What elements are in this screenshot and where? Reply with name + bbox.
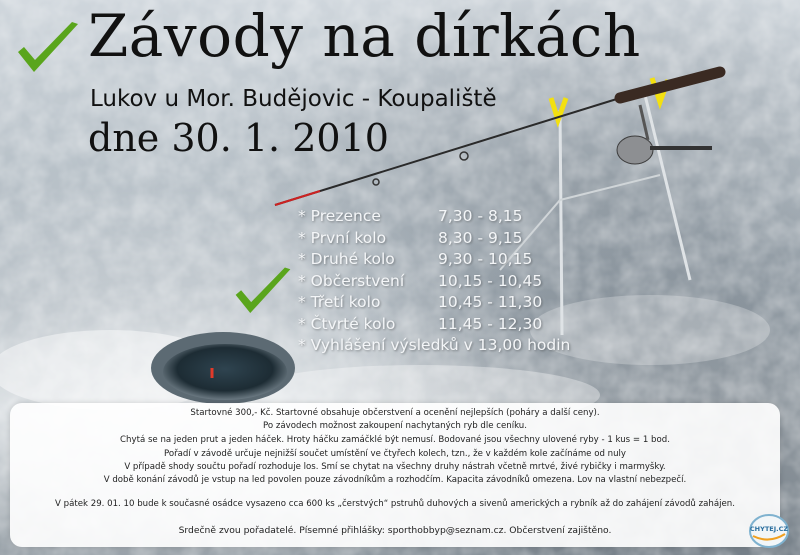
schedule-label: * Druhé kolo [298, 250, 395, 268]
event-location: Lukov u Mor. Budějovic - Koupaliště [90, 86, 497, 112]
info-line: Startovné 300,- Kč. Startovné obsahuje občerstvení a ocenění nejlepších (poháry a další ceny). [190, 408, 600, 418]
info-box [10, 403, 780, 547]
info-line: Pořadí v závodě určuje nejnižší součet umístění ve čtyřech kolech, tzn., že v každém kole začínáme od nuly [163, 449, 627, 459]
logo-text: CHYTEJ.CZ [749, 525, 789, 533]
checkmark-icon [14, 20, 82, 80]
chytej-logo [748, 512, 790, 550]
event-date: dne 30. 1. 2010 [88, 116, 389, 160]
schedule-time: 9,30 - 10,15 [438, 250, 533, 268]
schedule-time: 7,30 - 8,15 [438, 207, 523, 225]
schedule-label: * Prezence [298, 207, 381, 225]
schedule-time: 10,45 - 11,30 [438, 293, 543, 311]
schedule-label: * Občerstvení [298, 271, 405, 290]
schedule-label: * První kolo [298, 228, 387, 247]
page-title: Závody na dírkách [88, 2, 641, 70]
info-line: Po závodech možnost zakoupení nachytaných ryb dle ceníku. [263, 421, 527, 431]
info-line: V případě shody součtu pořadí rozhoduje los. Smí se chytat na všechny druhy nástrah včetně mrtvé, živé rybičky i marmyšky. [124, 462, 666, 472]
schedule-label: * Třetí kolo [298, 293, 381, 311]
info-line: Srdečně zvou pořadatelé. Písemné přihlášky: sporthobbyp@seznam.cz. Občerstvení zajištěno. [178, 525, 612, 536]
schedule-time: 8,30 - 9,15 [438, 228, 523, 247]
info-line: V pátek 29. 01. 10 bude k současné osádce vysazeno cca 600 ks „čerstvých“ pstruhů duhových a sivenů amerických a rybník až do zahájení závodů zahájen. [55, 499, 735, 509]
checkmark-icon [232, 265, 294, 321]
info-line: V době konání závodů je vstup na led povolen pouze závodníkům a rozhodčím. Kapacita závodníků omezena. Lov na vlastní nebezpečí. [103, 475, 687, 485]
results-announcement: * Vyhlášení výsledků v 13,00 hodin [298, 336, 571, 354]
schedule-time: 10,15 - 10,45 [438, 271, 543, 290]
schedule-time: 11,45 - 12,30 [438, 314, 543, 333]
schedule-label: * Čtvrté kolo [298, 314, 396, 333]
info-line: Chytá se na jeden prut a jeden háček. Hroty háčku zamáčklé být nemusí. Bodované jsou všechny ulovené ryby - 1 kus = 1 bod. [120, 435, 670, 445]
